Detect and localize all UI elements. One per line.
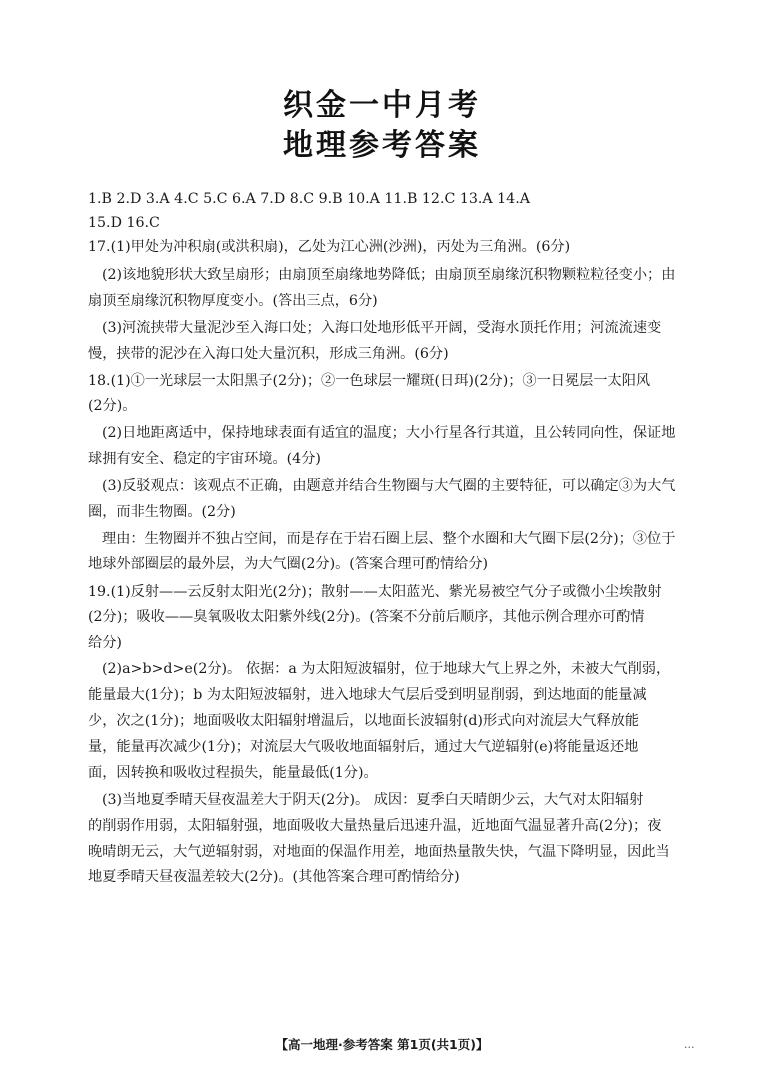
q18-part2-line1: (2)日地距离适中，保持地球表面有适宜的温度；大小行星各行其道，且公转同向性，保证地 — [102, 425, 676, 441]
q18-part3-line2: 圈，而非生物圈。(2分) — [88, 504, 236, 520]
q17-part2-line1: (2)该地貌形状大致呈扇形；由扇顶至扇缘地势降低；由扇顶至扇缘沉积物颗粒粒径变小；由 — [102, 267, 676, 283]
choice-answers-line-2: 15.D 16.C — [88, 215, 160, 231]
page-title: 织金一中月考 — [283, 88, 481, 123]
q18-part2-line2: 球拥有安全、稳定的宇宙环境。(4分) — [88, 451, 321, 467]
q19-part2-line3: 少，次之(1分)；地面吸收太阳辐射增温后，以地面长波辐射(d)形式向对流层大气释放能 — [88, 713, 640, 729]
page-footer: 【高一地理·参考答案 第1页(共1页)】 — [275, 1037, 489, 1052]
q17-part2-line2: 扇顶至扇缘沉积物厚度变小。(答出三点，6分) — [88, 293, 378, 309]
q18-reason-line1: 理由：生物圈并不独占空间，而是存在于岩石圈上层、整个水圈和大气圈下层(2分)；③位于 — [102, 531, 676, 547]
q19-part3-line4: 地夏季晴天昼夜温差较大(2分)。(其他答案合理可酌情给分) — [88, 869, 460, 885]
q19-part2-line2: 能量最大(1分)；b 为太阳短波辐射，进入地球大气层后受到明显削弱，到达地面的能量减 — [88, 687, 647, 703]
q19-part1-line2: (2分)；吸收——臭氧吸收太阳紫外线(2分)。(答案不分前后顺序，其他示例合理亦可酌情 — [88, 609, 645, 625]
q17-part3-line1: (3)河流挟带大量泥沙至入海口处；入海口处地形低平开阔，受海水顶托作用；河流流速变 — [102, 320, 662, 336]
footer-dots: ... — [684, 1038, 695, 1051]
q19-part3-line2: 的削弱作用弱，太阳辐射强，地面吸收大量热量后迅速升温，近地面气温显著升高(2分)；夜 — [88, 818, 662, 834]
q18-part3-line1: (3)反驳观点：该观点不正确，由题意并结合生物圈与大气圈的主要特征，可以确定③为大气 — [102, 478, 676, 494]
q18-part1-line2: (2分)。 — [88, 398, 137, 414]
q17-part1: 17.(1)甲处为冲积扇(或洪积扇)，乙处为江心洲(沙洲)，丙处为三角洲。(6分) — [88, 239, 571, 255]
q19-part3-line3: 晚晴朗无云，大气逆辐射弱，对地面的保温作用差，地面热量散失快，气温下降明显，因此当 — [88, 844, 670, 860]
q19-part2-line1: (2)a>b>d>e(2分)。 依据：a 为太阳短波辐射，位于地球大气上界之外，未被大气削弱， — [102, 661, 671, 677]
page-subtitle: 地理参考答案 — [283, 128, 481, 163]
choice-answers-line-1: 1.B 2.D 3.A 4.C 5.C 6.A 7.D 8.C 9.B 10.A 11.B 12.C 13.A 14.A — [88, 191, 530, 207]
q19-part2-line5: 面，因转换和吸收过程损失，能量最低(1分)。 — [88, 765, 378, 781]
q19-part2-line4: 量，能量再次减少(1分)；对流层大气吸收地面辐射后，通过大气逆辐射(e)将能量返还地 — [88, 739, 639, 755]
q18-reason-line2: 地球外部圈层的最外层，为大气圈(2分)。(答案合理可酌情给分) — [88, 556, 489, 572]
q19-part1-line3: 给分) — [88, 635, 122, 651]
q18-part1-line1: 18.(1)①一光球层一太阳黑子(2分)；②一色球层一耀斑(日珥)(2分)；③一日冕层一太阳风 — [88, 373, 651, 389]
q19-part1-line1: 19.(1)反射——云反射太阳光(2分)；散射——太阳蓝光、紫光易被空气分子或微小尘埃散射 — [88, 584, 662, 600]
q19-part3-line1: (3)当地夏季晴天昼夜温差大于阴天(2分)。 成因：夏季白天晴朗少云，大气对太阳辐射 — [102, 792, 644, 808]
q17-part3-line2: 慢，挟带的泥沙在入海口处大量沉积，形成三角洲。(6分) — [88, 346, 449, 362]
